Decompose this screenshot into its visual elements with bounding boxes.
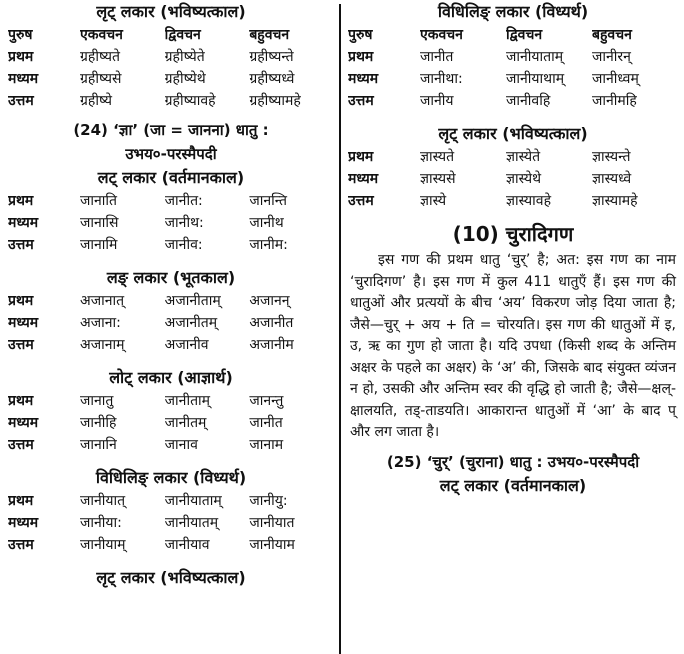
left-table-lat xyxy=(8,190,334,256)
table-row xyxy=(8,90,334,112)
left-heading-lot: लोट् लकार (आज्ञार्थ) xyxy=(109,368,233,387)
cell: जानीम: xyxy=(249,237,288,253)
cell: जानीयात xyxy=(249,515,295,531)
table-row xyxy=(8,68,334,90)
cell: ज्ञास्ये xyxy=(420,193,447,209)
cell: ग्रहीष्यध्वे xyxy=(249,71,295,87)
cell: ज्ञास्येते xyxy=(506,149,541,165)
left-table-lrit-atmanepada xyxy=(8,24,334,112)
row-label: मध्यम xyxy=(8,415,39,431)
cell: ज्ञास्येथे xyxy=(506,171,542,187)
left-heading-lang: लङ् लकार (भूतकाल) xyxy=(106,268,236,287)
cell: जानीयाथाम् xyxy=(506,71,565,87)
header-ekavachan: एकवचन xyxy=(420,27,463,43)
cell: जानीयात् xyxy=(80,493,126,509)
header-dvivachan: द्विवचन xyxy=(164,27,201,43)
cell: जानानि xyxy=(80,437,117,453)
right-heading-vidhiling: विधिलिङ् लकार (विध्यर्थ) xyxy=(437,2,589,21)
cell: जानीरन् xyxy=(592,49,631,65)
table-row xyxy=(8,490,334,512)
cell: जानीव: xyxy=(164,237,203,253)
cell: ग्रहीष्यावहे xyxy=(164,93,216,109)
cell: जानीत: xyxy=(164,193,203,209)
dhatu-pada-ubhaya: उभय०-परस्मैपदी xyxy=(125,145,217,163)
cell: जानीयाम xyxy=(249,537,295,553)
header-dvivachan: द्विवचन xyxy=(506,27,543,43)
left-table-lot xyxy=(8,390,334,456)
cell: ग्रहीष्यते xyxy=(80,49,121,65)
cell: जानामि xyxy=(80,237,118,253)
table-row xyxy=(8,390,334,412)
row-label: उत्तम xyxy=(8,537,34,553)
cell: जानीयु: xyxy=(249,493,288,509)
cell: जानीयाव xyxy=(164,537,210,553)
cell: जानीतम् xyxy=(164,415,207,431)
column-divider xyxy=(339,4,341,654)
dhatu-title-jna: (24) ‘ज्ञा’ (जा = जानना) धातु : xyxy=(73,121,269,139)
table-row xyxy=(348,190,678,212)
cell: अजाना: xyxy=(80,315,121,331)
row-label: प्रथम xyxy=(8,393,34,409)
row-label: प्रथम xyxy=(8,493,34,509)
cell: जानीथ xyxy=(249,215,284,231)
cell: जानीय xyxy=(420,93,454,109)
cell: ज्ञास्यध्वे xyxy=(592,171,632,187)
table-row xyxy=(8,190,334,212)
cell: ग्रहीष्यसे xyxy=(80,71,122,87)
cell: ग्रहीष्ये xyxy=(80,93,113,109)
cell: अजानीत xyxy=(249,315,294,331)
header-bahuvachan: बहुवचन xyxy=(592,27,632,43)
cell: जानीया: xyxy=(80,515,122,531)
table-header-row xyxy=(348,24,678,46)
table-row xyxy=(348,146,678,168)
cell: जानाम xyxy=(249,437,284,453)
left-heading-lrit-bottom: लृट् लकार (भविष्यत्काल) xyxy=(96,568,246,587)
cell: अजानीव xyxy=(164,337,209,353)
row-label: उत्तम xyxy=(8,237,34,253)
cell: जानाति xyxy=(80,193,118,209)
table-row xyxy=(348,68,678,90)
cell: ज्ञास्यन्ते xyxy=(592,149,631,165)
cell: जानीहि xyxy=(80,415,117,431)
left-heading-lat: लट् लकार (वर्तमानकाल) xyxy=(97,168,245,187)
row-label: उत्तम xyxy=(8,337,34,353)
cell: जानीवहि xyxy=(506,93,551,109)
left-heading-vidhiling: विधिलिङ् लकार (विध्यर्थ) xyxy=(95,468,247,487)
table-row xyxy=(8,434,334,456)
table-row xyxy=(8,312,334,334)
cell: ज्ञास्यामहे xyxy=(592,193,638,209)
right-table-vidhiling-atmanepada xyxy=(348,24,678,112)
cell: ज्ञास्यते xyxy=(420,149,455,165)
header-bahuvachan: बहुवचन xyxy=(249,27,290,43)
dhatu-title-chur: (25) ‘चुर्’ (चुराना) धातु : उभय०-परस्मैपदी xyxy=(386,452,640,471)
table-row xyxy=(8,46,334,68)
left-table-vidhiling xyxy=(8,490,334,556)
cell: जानीत xyxy=(420,49,454,65)
cell: जानीयातम् xyxy=(164,515,219,531)
cell: अजानीम xyxy=(249,337,294,353)
header-purush: पुरुष xyxy=(8,27,33,43)
cell: अजानात् xyxy=(80,293,125,309)
row-label: मध्यम xyxy=(8,315,39,331)
cell: जानीमहि xyxy=(592,93,637,109)
cell: जानीध्वम् xyxy=(592,71,639,87)
cell: जानीत xyxy=(249,415,283,431)
table-row xyxy=(8,412,334,434)
row-label: मध्यम xyxy=(348,71,379,87)
header-purush: पुरुष xyxy=(348,27,373,43)
table-row xyxy=(8,334,334,356)
table-row xyxy=(8,512,334,534)
gana-description-paragraph: इस गण की प्रथम धातु ‘चुर्’ है; अत: इस गण का नाम ‘चुरादिगण’ है। इस गण में कुल 411 धातुएँ हैं। इस गण की धातुओं और प्रत्ययों के बीच ‘अय’ विकरण जोड़ दिया जाता है; जैसे—चुर् + अय + ति = चोरयति। इस गण की धातुओं में इ, उ, ऋ का गुण हो जाता है। यदि उपधा (किसी शब्द के अन्तिम अक्षर के पहले का अक्षर) के ‘अ’ की, जिसके बाद संयुक्त व्यंजन न हो, उसकी और अन्तिम स्वर की वृद्धि हो जाती है; जैसे—क्षल्-क्षालयति, तड्-ताडयति। आकारान्त धातुओं में ‘आ’ के बाद प् और लग जाता है। xyxy=(350,252,676,440)
left-heading-lrit: लृट् लकार (भविष्यत्काल) xyxy=(96,2,246,21)
row-label: उत्तम xyxy=(8,437,34,453)
table-row xyxy=(8,534,334,556)
cell: अजानीतम् xyxy=(164,315,218,331)
row-label: मध्यम xyxy=(348,171,379,187)
right-table-lrit xyxy=(348,146,678,212)
cell: जानीयाताम् xyxy=(506,49,564,65)
cell: जानीयाताम् xyxy=(164,493,222,509)
row-label: प्रथम xyxy=(348,49,374,65)
table-row xyxy=(8,290,334,312)
cell: अजानन् xyxy=(249,293,290,309)
cell: ग्रहीष्यामहे xyxy=(249,93,301,109)
row-label: मध्यम xyxy=(8,515,39,531)
cell: ग्रहीष्यन्ते xyxy=(249,49,294,65)
table-row xyxy=(348,90,678,112)
cell: जानीताम् xyxy=(164,393,211,409)
left-column xyxy=(8,0,334,590)
table-row xyxy=(348,168,678,190)
row-label: मध्यम xyxy=(8,71,39,87)
cell: जानीथा: xyxy=(420,71,463,87)
right-heading-lat: लट् लकार (वर्तमानकाल) xyxy=(439,475,587,495)
row-label: उत्तम xyxy=(348,93,374,109)
cell: ज्ञास्यावहे xyxy=(506,193,552,209)
cell: जानातु xyxy=(80,393,114,409)
table-header-row xyxy=(8,24,334,46)
cell: जानाव xyxy=(164,437,198,453)
cell: ग्रहीष्येथे xyxy=(164,71,206,87)
row-label: प्रथम xyxy=(348,149,374,165)
header-ekavachan: एकवचन xyxy=(80,27,123,43)
row-label: प्रथम xyxy=(8,293,34,309)
cell: जानासि xyxy=(80,215,119,231)
cell: जानन्तु xyxy=(249,393,284,409)
cell: जानन्ति xyxy=(249,193,288,209)
cell: जानीथ: xyxy=(164,215,204,231)
table-row xyxy=(8,212,334,234)
cell: जानीयाम् xyxy=(80,537,126,553)
row-label: प्रथम xyxy=(8,193,34,209)
row-label: उत्तम xyxy=(348,193,374,209)
cell: अजानीताम् xyxy=(164,293,221,309)
cell: अजानाम् xyxy=(80,337,125,353)
cell: ग्रहीष्येते xyxy=(164,49,205,65)
cell: ज्ञास्यसे xyxy=(420,171,456,187)
right-column xyxy=(348,0,678,498)
row-label: मध्यम xyxy=(8,215,39,231)
row-label: प्रथम xyxy=(8,49,34,65)
table-row xyxy=(8,234,334,256)
left-table-lang xyxy=(8,290,334,356)
right-heading-lrit: लृट् लकार (भविष्यत्काल) xyxy=(438,124,588,143)
gana-title-churadigana: (10) चुरादिगण xyxy=(452,222,574,246)
table-row xyxy=(348,46,678,68)
row-label: उत्तम xyxy=(8,93,34,109)
